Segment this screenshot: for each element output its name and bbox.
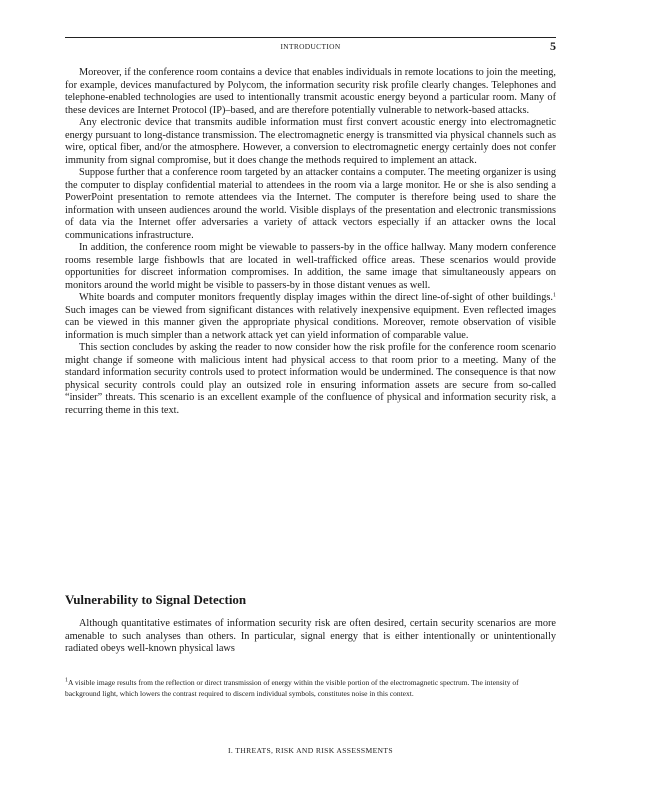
paragraph-5 <box>65 292 556 342</box>
paragraph-5-text-b: Such images can be viewed from significant distances with relatively inexpensive equipment. Even reflected images can be viewed in this manner given the appropriate physical conditions. Moreover, remote observation of visible information is much simpler than a network attack yet can yield information of comparable value. <box>65 304 556 341</box>
page-number: 5 <box>550 39 556 53</box>
header-rule <box>65 37 556 38</box>
footnote <box>65 677 545 700</box>
section-paragraph-1: Although quantitative estimates of information security risk are often desired, certain security scenarios are more amenable to such analyses than others. In particular, signal energy that is either intentionally or unintentionally radiated obeys well-known physical laws <box>65 618 556 654</box>
running-foot: I. THREATS, RISK AND RISK ASSESSMENTS <box>228 746 393 755</box>
running-title: INTRODUCTION <box>280 42 341 51</box>
section-body <box>65 618 556 656</box>
paragraph-5-text-a: White boards and computer monitors frequently display images within the direct line-of-sight of other buildings. <box>79 292 553 303</box>
paragraph-2: Any electronic device that transmits audible information must first convert acoustic energy into electromagnetic energy pursuant to long-distance transmission. The electromagnetic energy is transmitted via physical channels such as wire, optical fiber, and/or the atmosphere. However, a conversion to electromagnetic energy certainly does not confer immunity from signal compromise, but it does change the methods required to implement an attack. <box>65 117 556 166</box>
paragraph-3: Suppose further that a conference room targeted by an attacker contains a computer. The meeting organizer is using the computer to display confidential material to attendees in the room via a large monitor. He or she is also sending a PowerPoint presentation to remote attendees via the Internet. The computer is therefore being used to share the information with unseen audiences around the world. Visible displays of the presentation and electronic transmissions of data via the Internet offer adversaries a variety of attack vectors especially if an attacker owns the local communications infrastructure. <box>65 167 556 241</box>
running-head <box>65 39 556 56</box>
paragraph-4: In addition, the conference room might be viewable to passers-by in the office hallway. Many modern conference rooms resemble large fishbowls that are located in well-trafficked office areas. These scenarios would provide opportunities for discreet information compromises. In addition, the same image that simultaneously appears on monitors around the world might be visible to passers-by in those distant venues as well. <box>65 242 556 291</box>
footnote-ref-1: 1 <box>553 292 556 299</box>
paragraph-1: Moreover, if the conference room contains a device that enables individuals in remote locations to join the meeting, for example, devices manufactured by Polycom, the information security risk profile clearly changes. Telephones and telephone-enabled technologies are used to intentionally transmit acoustic energy beyond a particular room. Many of these devices are Internet Protocol (IP)–based, and are therefore potentially vulnerable to network-based attacks. <box>65 67 556 116</box>
footnote-text: A visible image results from the reflection or direct transmission of energy within the visible portion of the electromagnetic spectrum. The intensity of background light, which lowers the contrast required to discern individual symbols, constitutes noise in this context. <box>65 678 519 699</box>
paragraph-6: This section concludes by asking the reader to now consider how the risk profile for the conference room scenario might change if someone with malicious intent had physical access to that room prior to a meeting. Many of the standard information security controls used to protect information would be undermined. The consequence is that now physical security controls could play an outsized role in ensuring information assets are secure from so-called “insider” threats. This scenario is an excellent example of the confluence of physical and information security risk, a recurring theme in this text. <box>65 342 556 416</box>
body-text <box>65 67 556 417</box>
footnote-marker: 1 <box>65 677 68 684</box>
section-heading: Vulnerability to Signal Detection <box>65 592 247 607</box>
